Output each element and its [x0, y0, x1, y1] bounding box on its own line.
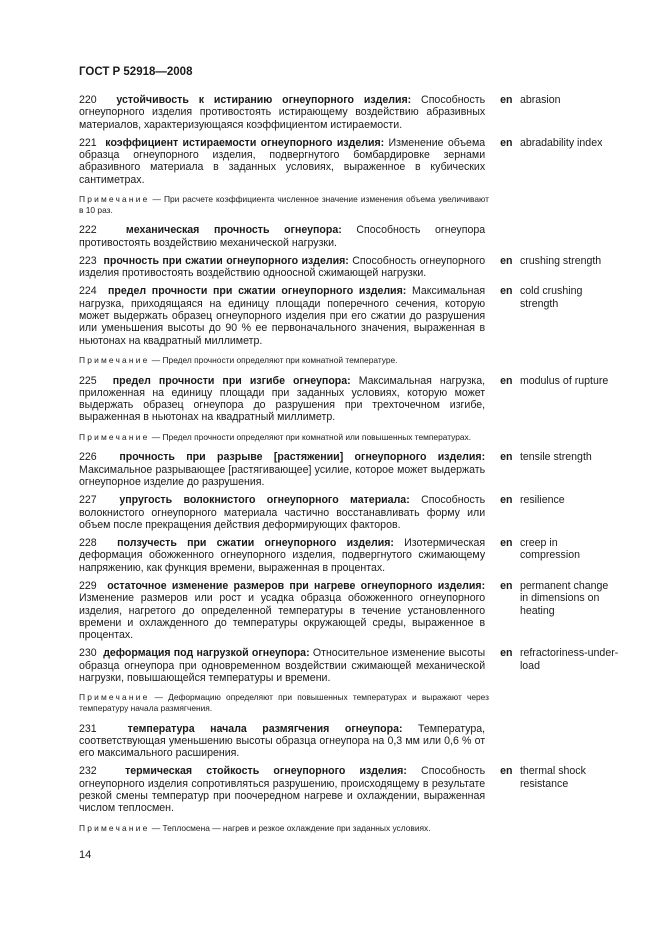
term-number: 223 [79, 254, 97, 267]
lang-code: en [500, 254, 513, 267]
note-text: — Предел прочности определяют при комнатной или повышенных температурах. [149, 431, 472, 442]
term-entry-224 [79, 285, 619, 346]
term-definition [79, 285, 485, 346]
note-text: — При расчете коэффициента численное значение изменения объема увеличивают в 10 раз. [79, 194, 489, 215]
term-name: ползучесть при сжатии огнеупорного изделия: [117, 537, 394, 550]
term-entry-227 [79, 494, 619, 531]
term-number: 232 [79, 765, 97, 778]
english-term: resilience [519, 494, 565, 507]
english-term: permanent change in dimensions on heating [519, 579, 609, 617]
term-text: Изменение объема образца огнеупорного изделия, подвергнутого бомбардировке зернами абразивного материала в заданных условиях, выраженное в кубических сантиметрах. [79, 136, 486, 186]
term-text: Максимальная нагрузка, приходящаяся на единицу площади поперечного сечения, которую может выдержать образец огнеупорного изделия при его сжатии до разрушения или уменьшения высоты до 90 % ее первоначального значения, выраженная в ньютонах на квадратный миллиметр. [79, 285, 486, 347]
term-name: остаточное изменение размеров при нагреве огнеупорного изделия: [107, 579, 486, 592]
term-name: коэффициент истираемости огнеупорного изделия: [105, 136, 385, 149]
term-name: прочность при сжатии огнеупорного изделия: [103, 254, 349, 267]
term-text: Способность волокнистого огнеупорного материала частично восстанавливать форму или объем после прекращения действия деформирующих факторов. [79, 494, 486, 531]
term-name: предел прочности при сжатии огнеупорного изделия: [108, 285, 407, 298]
terms-list [79, 94, 619, 833]
note-label: Примечание [79, 822, 150, 833]
term-entry-226 [79, 451, 619, 488]
term-entry-225 [79, 375, 619, 424]
term-definition [79, 224, 485, 249]
term-text: Относительное изменение высоты образца огнеупора при одновременном воздействии сжимающей механической нагрузки, повышающейся температуры и времени. [79, 647, 486, 685]
note-label: Примечание [79, 354, 150, 365]
term-number: 222 [79, 224, 97, 237]
term-definition [79, 94, 485, 131]
term-number: 227 [79, 494, 97, 507]
english-term: tensile strength [519, 451, 592, 464]
term-number: 220 [79, 94, 97, 106]
term-definition [79, 580, 485, 641]
term-number: 230 [79, 647, 97, 660]
lang-code: en [500, 765, 513, 778]
term-name: устойчивость к истиранию огнеупорного изделия: [116, 94, 412, 106]
term-name: температура начала размягчения огнеупора: [127, 722, 403, 735]
lang-code: en [500, 494, 513, 507]
note-label: Примечание [79, 194, 150, 205]
term-definition [79, 255, 485, 280]
term-definition [79, 647, 485, 684]
note-text: — Предел прочности определяют при комнатной температуре. [149, 354, 398, 365]
term-definition [79, 494, 485, 531]
note-221 [79, 194, 489, 215]
term-entry-232 [79, 765, 619, 814]
note-label: Примечание [79, 431, 150, 442]
term-number: 221 [79, 136, 97, 149]
term-entry-220 [79, 94, 619, 131]
english-term: modulus of rupture [519, 374, 609, 387]
term-number: 225 [79, 374, 97, 387]
term-definition [79, 537, 485, 574]
english-term: cold crushing strength [519, 285, 583, 310]
term-definition [79, 723, 485, 760]
term-name: термическая стойкость огнеупорного изделия: [125, 765, 407, 778]
english-term: refractoriness-under-load [519, 647, 619, 672]
english-term: crushing strength [519, 254, 602, 267]
term-text: Максимальная нагрузка, приложенная на единицу площади при заданных условиях, которую может выдержать образец огнеупора до разрушения при трехточечном изгибе, выраженная в ньютонах на квадратный миллиметр. [79, 374, 486, 424]
lang-code: en [500, 94, 513, 106]
term-text: Способность огнеупорного изделия противостоять воздействию одноосной сжимающей нагрузки. [79, 254, 486, 280]
term-entry-222 [79, 224, 619, 249]
term-entry-230 [79, 647, 619, 684]
english-term: creep in compression [519, 537, 580, 562]
lang-code: en [500, 374, 513, 387]
term-number: 226 [79, 451, 97, 464]
note-232 [79, 823, 489, 834]
term-text: Температура, соответствующая уменьшению высоты образца огнеупора на 0,3 мм или 0,6 % от его максимального расширения. [79, 722, 486, 760]
term-text: Максимальное разрывающее [растягивающее] усилие, которое может выдержать огнеупорное изделие до разрушения. [79, 463, 486, 488]
lang-code: en [500, 537, 513, 550]
note-text: — Теплосмена — нагрев и резкое охлаждение при заданных условиях. [149, 822, 431, 833]
note-text: — Деформацию определяют при повышенных температурах и выражают через температуру начала размягчения. [79, 692, 489, 713]
note-label: Примечание [79, 692, 150, 703]
term-entry-231 [79, 723, 619, 760]
term-text: Способность огнеупорного изделия сопротивляться разрушению, происходящему в результате резкой смены температур при поочередном нагреве и охлаждении, выраженная числом теплосмен. [79, 765, 486, 815]
lang-code: en [500, 136, 513, 149]
lang-code: en [500, 451, 513, 464]
term-number: 228 [79, 537, 97, 550]
term-entry-223 [79, 255, 619, 280]
lang-code: en [500, 647, 513, 660]
term-name: деформация под нагрузкой огнеупора: [103, 647, 310, 660]
term-name: механическая прочность огнеупора: [125, 224, 342, 237]
english-term: thermal shock resistance [519, 765, 586, 790]
term-definition [79, 137, 485, 186]
document-header: ГОСТ Р 52918—2008 [79, 66, 193, 78]
term-name: упругость волокнистого огнеупорного материала: [119, 494, 410, 507]
english-term: abrasion [519, 94, 561, 106]
term-name: прочность при разрыве [растяжении] огнеупорного изделия: [119, 451, 486, 464]
term-text: Изменение размеров или рост и усадка образца обожженного огнеупорного изделия, нагретого до определенной температуры в течение установленного времени и охлажденного до температуры окружающей среды, выраженное в процентах. [79, 592, 486, 642]
term-definition [79, 375, 485, 424]
term-number: 231 [79, 722, 97, 735]
term-text: Способность огнеупорного изделия противостоять истирающему воздействию абразивных материалов, характеризующаяся коэффициентом истираемости. [79, 94, 486, 131]
term-text: Способность огнеупора противостоять воздействию механической нагрузки. [79, 224, 486, 249]
term-definition [79, 765, 485, 814]
term-number: 229 [79, 579, 97, 592]
english-term: abradability index [519, 136, 603, 149]
term-entry-221 [79, 137, 619, 186]
note-224 [79, 355, 489, 366]
page-number: 14 [79, 849, 92, 861]
term-entry-228 [79, 537, 619, 574]
lang-code: en [500, 285, 513, 298]
term-name: предел прочности при изгибе огнеупора: [112, 374, 351, 387]
note-230 [79, 692, 489, 713]
lang-code: en [500, 579, 513, 592]
term-definition [79, 451, 485, 488]
term-entry-229 [79, 580, 619, 641]
term-text: Изотермическая деформация обожженного огнеупорного изделия, подвергнутого сжимающему напряжению, как функция времени, выраженная в процентах. [79, 537, 486, 574]
term-number: 224 [79, 285, 97, 298]
note-225 [79, 432, 489, 443]
